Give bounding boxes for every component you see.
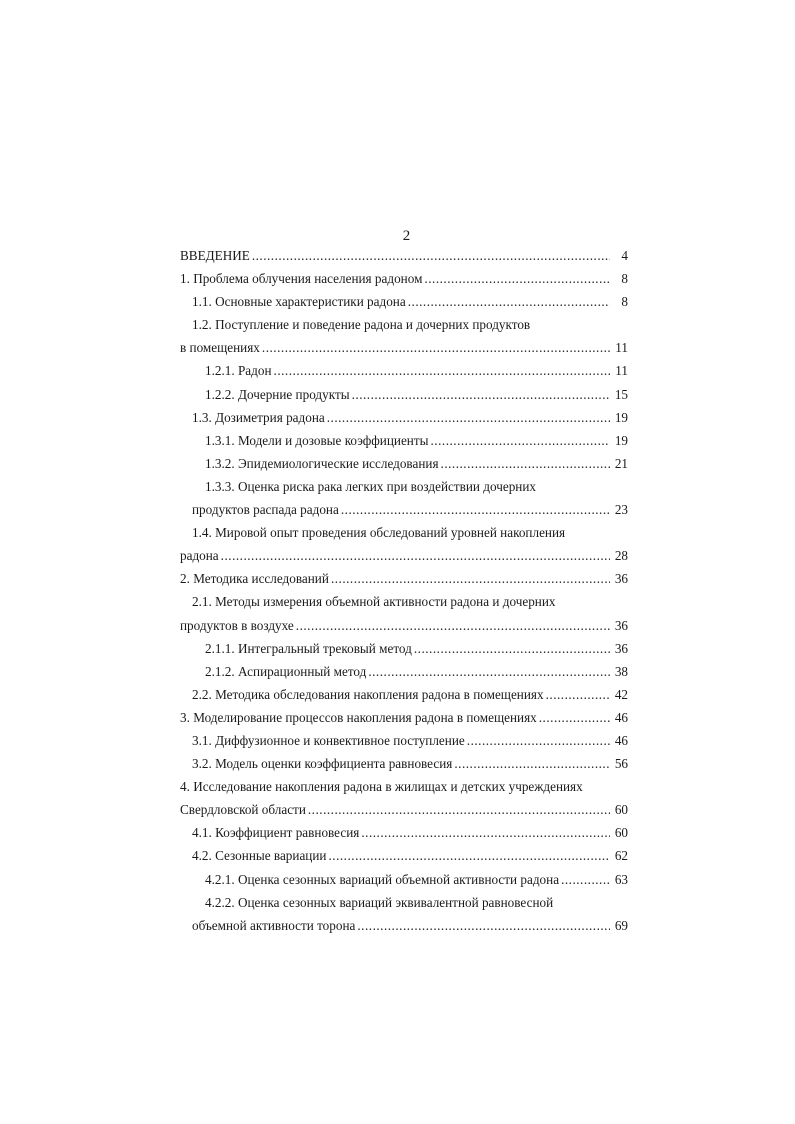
toc-line (178, 544, 628, 567)
toc-entry-title: 1.2.1. Радон (205, 363, 272, 379)
toc-leader-dots (408, 290, 610, 313)
toc-entry-title: 4. Исследование накопления радона в жилищах и детских учреждениях (180, 779, 583, 795)
toc-leader-dots (328, 844, 610, 867)
toc-entry[interactable] (178, 452, 628, 475)
toc-page-number: 62 (614, 848, 628, 864)
toc-entry-title: 1.2.2. Дочерние продукты (205, 386, 350, 402)
toc-entry[interactable] (178, 752, 628, 775)
toc-line (178, 475, 628, 498)
toc-page-number: 69 (614, 917, 628, 933)
toc-line (178, 614, 628, 637)
toc-page-number: 19 (614, 432, 628, 448)
table-of-contents (178, 244, 628, 937)
toc-leader-dots (441, 452, 610, 475)
toc-entry[interactable] (178, 359, 628, 382)
toc-page-number: 36 (614, 640, 628, 656)
toc-line (178, 868, 628, 891)
toc-page-number: 60 (614, 802, 628, 818)
toc-line (178, 267, 628, 290)
toc-page-number: 23 (614, 502, 628, 518)
toc-entry-title: 3.1. Диффузионное и конвективное поступление (192, 732, 465, 748)
toc-line (178, 313, 628, 336)
toc-entry-title: 1.2. Поступление и поведение радона и дочерних продуктов (192, 317, 531, 333)
toc-line (178, 406, 628, 429)
toc-leader-dots (454, 752, 610, 775)
toc-entry[interactable] (178, 429, 628, 452)
toc-page-number: 36 (614, 617, 628, 633)
toc-page-number: 4 (621, 248, 628, 263)
toc-entry-title: 1. Проблема облучения населения радоном (180, 271, 423, 287)
toc-entry-title: 2. Методика исследований (180, 571, 329, 587)
toc-entry-title: 2.1.2. Аспирационный метод (205, 663, 367, 679)
toc-leader-dots (467, 729, 610, 752)
toc-leader-dots (424, 267, 610, 290)
toc-entry-title: 4.1. Коэффициент равновесия (192, 825, 360, 841)
toc-entry[interactable] (178, 475, 628, 521)
toc-line (178, 452, 628, 475)
toc-page-number: 15 (614, 386, 628, 402)
toc-line (178, 683, 628, 706)
toc-entry-title: 1.1. Основные характеристики радона (192, 294, 406, 310)
toc-line (178, 706, 628, 729)
toc-page-number: 36 (614, 571, 628, 587)
toc-leader-dots (221, 544, 610, 567)
toc-entry-title: 2.1.1. Интегральный трековый метод (205, 640, 412, 656)
toc-page-number: 8 (621, 294, 628, 310)
toc-entry[interactable] (178, 590, 628, 636)
toc-line (178, 498, 628, 521)
toc-page-number: 21 (614, 455, 628, 471)
toc-leader-dots (357, 914, 610, 937)
toc-line (178, 821, 628, 844)
toc-entry-title: продуктов в воздухе (180, 617, 294, 633)
toc-entry-title: 1.3. Дозиметрия радона (192, 409, 325, 425)
toc-entry[interactable] (178, 406, 628, 429)
toc-leader-dots (546, 683, 610, 706)
toc-line (178, 383, 628, 406)
toc-entry-title: объемной активности торона (192, 917, 356, 933)
toc-page-number: 46 (614, 732, 628, 748)
toc-entry-title: 1.3.3. Оценка риска рака легких при воздействии дочерних (205, 478, 537, 494)
toc-leader-dots (252, 244, 610, 267)
toc-entry[interactable] (178, 891, 628, 937)
toc-entry[interactable] (178, 868, 628, 891)
toc-page-number: 46 (614, 709, 628, 725)
toc-leader-dots (431, 429, 611, 452)
toc-entry-title: продуктов распада радона (192, 502, 339, 518)
toc-page-number: 42 (614, 686, 628, 702)
toc-leader-dots (308, 798, 610, 821)
toc-page-number: 19 (614, 409, 628, 425)
toc-leader-dots (539, 706, 610, 729)
toc-entry[interactable] (178, 775, 628, 821)
toc-entry[interactable] (178, 383, 628, 406)
toc-page-number: 38 (614, 663, 628, 679)
toc-entry-title: 1.4. Мировой опыт проведения обследований уровней накопления (192, 525, 566, 541)
toc-leader-dots (352, 383, 610, 406)
toc-line (178, 521, 628, 544)
toc-leader-dots (331, 567, 610, 590)
toc-entry-title: в помещениях (180, 340, 260, 356)
toc-entry[interactable] (178, 637, 628, 660)
toc-leader-dots (296, 614, 610, 637)
toc-entry[interactable] (178, 267, 628, 290)
toc-entry[interactable] (178, 567, 628, 590)
toc-leader-dots (274, 359, 610, 382)
toc-line (178, 637, 628, 660)
toc-entry-title: 4.2.2. Оценка сезонных вариаций эквивалентной равновесной (205, 894, 554, 910)
toc-entry-title: 3. Моделирование процессов накопления радона в помещениях (180, 709, 537, 725)
toc-leader-dots (561, 868, 610, 891)
toc-entry[interactable] (178, 821, 628, 844)
toc-leader-dots (414, 637, 610, 660)
toc-line (178, 775, 628, 798)
toc-entry-title: 4.2. Сезонные вариации (192, 848, 327, 864)
toc-line (178, 590, 628, 613)
toc-entry-title: радона (180, 548, 219, 564)
toc-entry[interactable] (178, 729, 628, 752)
toc-line (178, 798, 628, 821)
toc-page-number: 63 (614, 871, 628, 887)
toc-entry[interactable] (178, 683, 628, 706)
toc-leader-dots (341, 498, 610, 521)
toc-leader-dots (262, 336, 610, 359)
toc-line (178, 660, 628, 683)
toc-entry[interactable] (178, 844, 628, 867)
toc-page-number: 8 (621, 271, 628, 287)
toc-entry-title: 2.2. Методика обследования накопления радона в помещениях (192, 686, 544, 702)
toc-line (178, 729, 628, 752)
toc-entry-title: ВВЕДЕНИЕ (180, 248, 250, 263)
toc-line (178, 244, 628, 267)
toc-page-number: 56 (614, 756, 628, 772)
toc-line (178, 752, 628, 775)
toc-entry[interactable] (178, 313, 628, 359)
toc-line (178, 914, 628, 937)
toc-page-number: 11 (615, 340, 628, 356)
toc-entry-title: 1.3.2. Эпидемиологические исследования (205, 455, 439, 471)
toc-entry[interactable] (178, 660, 628, 683)
toc-leader-dots (361, 821, 610, 844)
toc-page-number: 11 (615, 363, 628, 379)
toc-entry-title: 4.2.1. Оценка сезонных вариаций объемной активности радона (205, 871, 560, 887)
toc-line (178, 359, 628, 382)
toc-line (178, 336, 628, 359)
toc-leader-dots (327, 406, 610, 429)
page-number: 2 (402, 228, 411, 244)
toc-entry[interactable] (178, 521, 628, 567)
toc-entry-title: 1.3.1. Модели и дозовые коэффициенты (205, 432, 429, 448)
toc-line (178, 891, 628, 914)
toc-leader-dots (368, 660, 610, 683)
toc-line (178, 567, 628, 590)
toc-entry-title: Свердловской области (180, 802, 306, 818)
toc-line (178, 429, 628, 452)
toc-entry[interactable] (178, 290, 628, 313)
toc-line (178, 844, 628, 867)
toc-page-number: 28 (614, 548, 628, 564)
toc-page-number: 60 (614, 825, 628, 841)
toc-entry[interactable] (178, 706, 628, 729)
toc-entry-title: 3.2. Модель оценки коэффициента равновесия (192, 756, 453, 772)
toc-line (178, 290, 628, 313)
toc-entry-title: 2.1. Методы измерения объемной активности радона и дочерних (192, 594, 556, 610)
toc-entry[interactable] (178, 244, 628, 267)
